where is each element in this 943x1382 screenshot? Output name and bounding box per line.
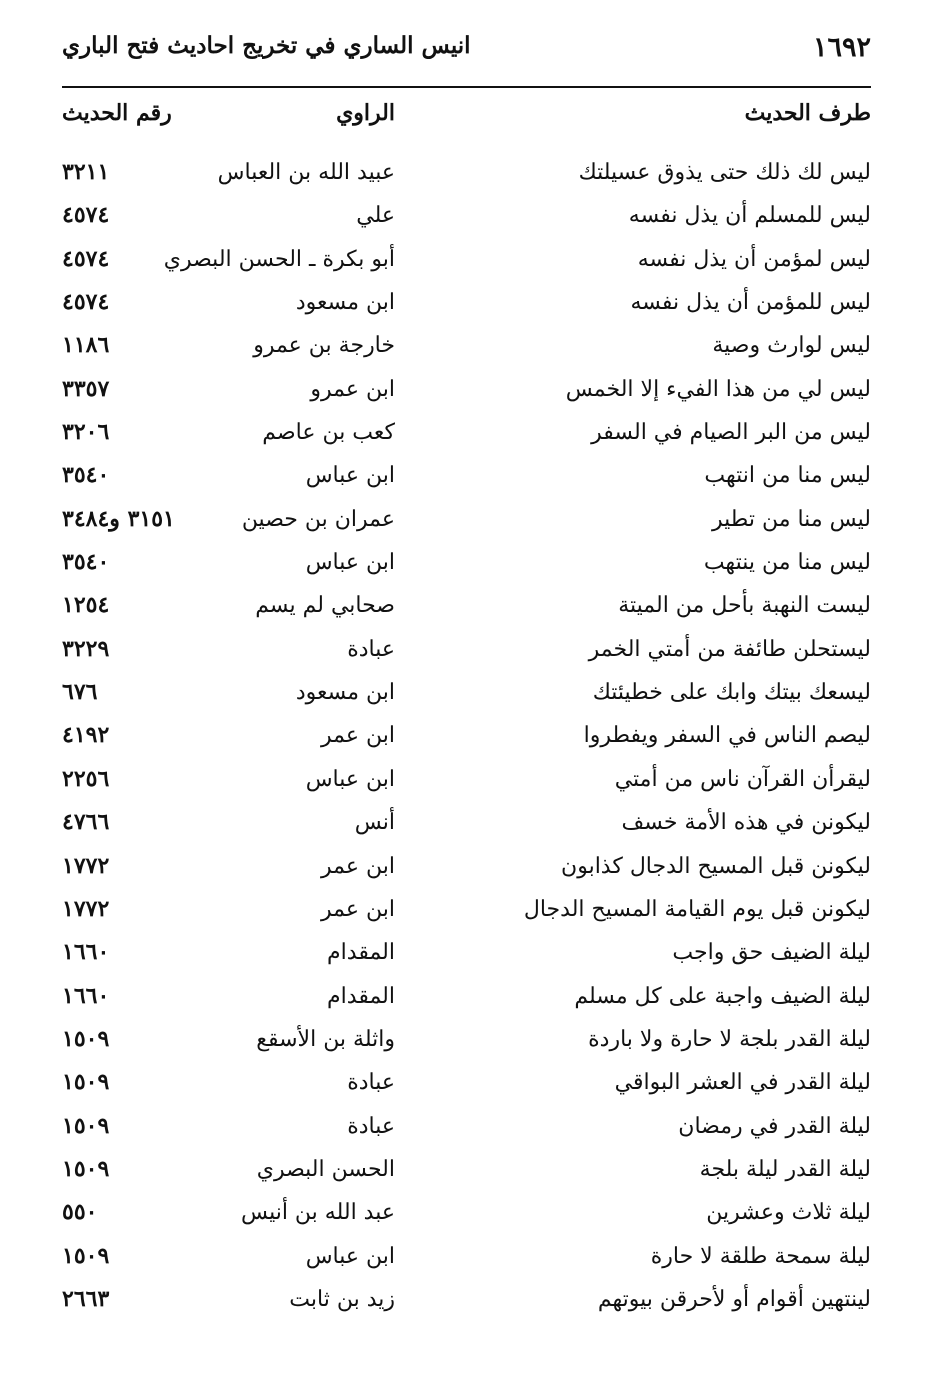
- hadith-number-cell: ٤٥٧٤: [62, 245, 110, 272]
- hadith-number-cell: ١٦٦٠: [62, 939, 110, 966]
- hadith-number-cell: ٢٢٥٦: [62, 765, 110, 792]
- table-row: [62, 584, 871, 627]
- hadith-opening-cell: ليس لمؤمن أن يذل نفسه: [637, 246, 871, 272]
- hadith-opening-cell: ليلة القدر ليلة بلجة: [699, 1156, 871, 1182]
- hadith-opening-cell: ليلة ثلاث وعشرين: [706, 1200, 871, 1226]
- narrator-cell: عبد الله بن أنيس: [241, 1200, 395, 1226]
- narrator-cell: ابن عمر: [321, 896, 395, 922]
- table-row: [62, 801, 871, 844]
- table-row: [62, 194, 871, 237]
- hadith-opening-cell: ليلة الضيف حق واجب: [672, 940, 871, 966]
- table-row: [62, 368, 871, 411]
- hadith-opening-cell: ليسعك بيتك وابك على خطيئتك: [592, 680, 871, 706]
- hadith-opening-cell: ليس لك ذلك حتى يذوق عسيلتك: [578, 160, 871, 185]
- hadith-number-cell: ٣٢١١: [62, 159, 110, 185]
- hadith-number-cell: ٢٦٦٣: [62, 1285, 110, 1312]
- hadith-opening-cell: لينتهين أقوام أو لأحرقن بيوتهم: [597, 1286, 871, 1312]
- narrator-cell: ابن عمر: [321, 853, 395, 879]
- table-row: [62, 498, 871, 541]
- narrator-cell: كعب بن عاصم: [262, 420, 395, 446]
- table-row: [62, 541, 871, 584]
- narrator-cell: واثلة بن الأسقع: [256, 1026, 395, 1052]
- narrator-cell: عبادة: [347, 1113, 395, 1139]
- table-row: [62, 931, 871, 974]
- hadith-number-cell: ١٥٠٩: [62, 1155, 110, 1182]
- table-row: [62, 845, 871, 888]
- table-row: [62, 1105, 871, 1148]
- narrator-cell: صحابي لم يسم: [255, 593, 395, 619]
- column-headers: [62, 100, 871, 136]
- hadith-opening-cell: ليلة القدر بلجة لا حارة ولا باردة: [588, 1026, 871, 1052]
- narrator-cell: ابن عمرو: [310, 376, 395, 402]
- header-divider: [62, 86, 871, 88]
- hadith-number-cell: ١٥٠٩: [62, 1069, 110, 1096]
- hadith-opening-cell: ليلة سمحة طلقة لا حارة: [650, 1243, 871, 1269]
- narrator-cell: علي: [356, 203, 395, 229]
- hadith-opening-cell: ليلة القدر في رمضان: [678, 1113, 871, 1139]
- hadith-number-cell: ١٧٧٢: [62, 852, 110, 879]
- hadith-index-table: [62, 151, 871, 1321]
- table-row: [62, 714, 871, 757]
- hadith-opening-cell: ليلة الضيف واجبة على كل مسلم: [574, 983, 871, 1009]
- hadith-opening-cell: ليست النهبة بأحل من الميتة: [618, 593, 871, 619]
- hadith-number-cell: ٤٥٧٤: [62, 202, 110, 229]
- hadith-number-cell: ٣٥٤٠: [62, 462, 110, 489]
- narrator-cell: ابن مسعود: [295, 290, 395, 316]
- hadith-number-cell: ٣٢٠٦: [62, 419, 110, 446]
- narrator-cell: عبيد الله بن العباس: [217, 160, 395, 185]
- page-number: ١٦٩٢: [812, 32, 871, 63]
- table-row: [62, 1148, 871, 1191]
- column-header-tarf: طرف الحديث: [744, 100, 871, 126]
- hadith-number-cell: ١٥٠٩: [62, 1112, 110, 1139]
- table-row: [62, 628, 871, 671]
- hadith-number-cell: ١٦٦٠: [62, 982, 110, 1009]
- narrator-cell: المقدام: [327, 983, 395, 1009]
- hadith-number-cell: ٣٢٢٩: [62, 635, 110, 662]
- hadith-number-cell: ٤٥٧٤: [62, 289, 110, 316]
- narrator-cell: المقدام: [327, 940, 395, 966]
- hadith-opening-cell: ليصم الناس في السفر ويفطروا: [583, 723, 871, 749]
- table-row: [62, 411, 871, 454]
- table-row: [62, 1018, 871, 1061]
- hadith-opening-cell: ليس لوارث وصية: [712, 333, 871, 359]
- table-row: [62, 1061, 871, 1104]
- narrator-cell: ابن مسعود: [295, 680, 395, 706]
- book-title: انيس الساري في تخريج احاديث فتح الباري: [62, 32, 471, 59]
- table-row: [62, 281, 871, 324]
- table-row: [62, 758, 871, 801]
- hadith-opening-cell: ليس للمسلم أن يذل نفسه: [628, 203, 871, 229]
- hadith-number-cell: ٣٣٥٧: [62, 375, 110, 402]
- column-header-rawi: الراوي: [336, 100, 395, 126]
- hadith-number-cell: ٦٧٦: [62, 679, 98, 706]
- hadith-number-cell: ١١٨٦: [62, 332, 110, 359]
- table-row: [62, 888, 871, 931]
- hadith-number-cell: ٤١٩٢: [62, 722, 110, 749]
- narrator-cell: ابن عمر: [321, 723, 395, 749]
- hadith-number-cell: ١٥٠٩: [62, 1242, 110, 1269]
- hadith-opening-cell: ليكونن قبل المسيح الدجال كذابون: [561, 853, 871, 879]
- hadith-opening-cell: ليس للمؤمن أن يذل نفسه: [630, 290, 871, 316]
- hadith-number-cell: ٤٧٦٦: [62, 809, 110, 836]
- hadith-opening-cell: ليكونن في هذه الأمة خسف: [621, 810, 871, 836]
- hadith-number-cell: ١٢٥٤: [62, 592, 110, 619]
- hadith-number-cell: ٣١٥١ و٣٤٨٤: [62, 505, 175, 532]
- hadith-opening-cell: ليكونن قبل يوم القيامة المسيح الدجال: [523, 896, 871, 922]
- hadith-opening-cell: ليلة القدر في العشر البواقي: [614, 1070, 871, 1096]
- hadith-number-cell: ٣٥٤٠: [62, 549, 110, 576]
- hadith-opening-cell: ليس من البر الصيام في السفر: [591, 420, 871, 446]
- table-row: [62, 1191, 871, 1234]
- hadith-opening-cell: ليس منا من ينتهب: [703, 550, 871, 576]
- narrator-cell: ابن عباس: [305, 766, 395, 792]
- hadith-opening-cell: ليس منا من انتهب: [704, 463, 871, 489]
- hadith-number-cell: ١٥٠٩: [62, 1025, 110, 1052]
- hadith-opening-cell: ليس لي من هذا الفيء إلا الخمس: [565, 376, 871, 402]
- table-row: [62, 975, 871, 1018]
- table-row: [62, 238, 871, 281]
- narrator-cell: عبادة: [347, 636, 395, 662]
- table-row: [62, 1278, 871, 1321]
- narrator-cell: ابن عباس: [305, 550, 395, 576]
- narrator-cell: أنس: [354, 810, 395, 836]
- narrator-cell: زيد بن ثابت: [289, 1286, 395, 1312]
- table-row: [62, 671, 871, 714]
- narrator-cell: الحسن البصري: [256, 1156, 395, 1182]
- hadith-number-cell: ١٧٧٢: [62, 895, 110, 922]
- narrator-cell: ابن عباس: [305, 463, 395, 489]
- narrator-cell: ابن عباس: [305, 1243, 395, 1269]
- narrator-cell: عبادة: [347, 1070, 395, 1096]
- hadith-opening-cell: ليقرأن القرآن ناس من أمتي: [614, 766, 871, 792]
- table-row: [62, 324, 871, 367]
- hadith-opening-cell: ليستحلن طائفة من أمتي الخمر: [588, 636, 871, 662]
- hadith-number-cell: ٥٥٠: [62, 1199, 98, 1226]
- narrator-cell: أبو بكرة ـ الحسن البصري: [163, 246, 395, 272]
- narrator-cell: خارجة بن عمرو: [253, 333, 395, 359]
- running-header: [62, 28, 871, 72]
- narrator-cell: عمران بن حصين: [241, 506, 395, 532]
- table-row: [62, 1235, 871, 1278]
- hadith-opening-cell: ليس منا من تطير: [712, 506, 871, 532]
- table-row: [62, 454, 871, 497]
- column-header-raqm: رقم الحديث: [62, 100, 172, 126]
- table-row: [62, 151, 871, 194]
